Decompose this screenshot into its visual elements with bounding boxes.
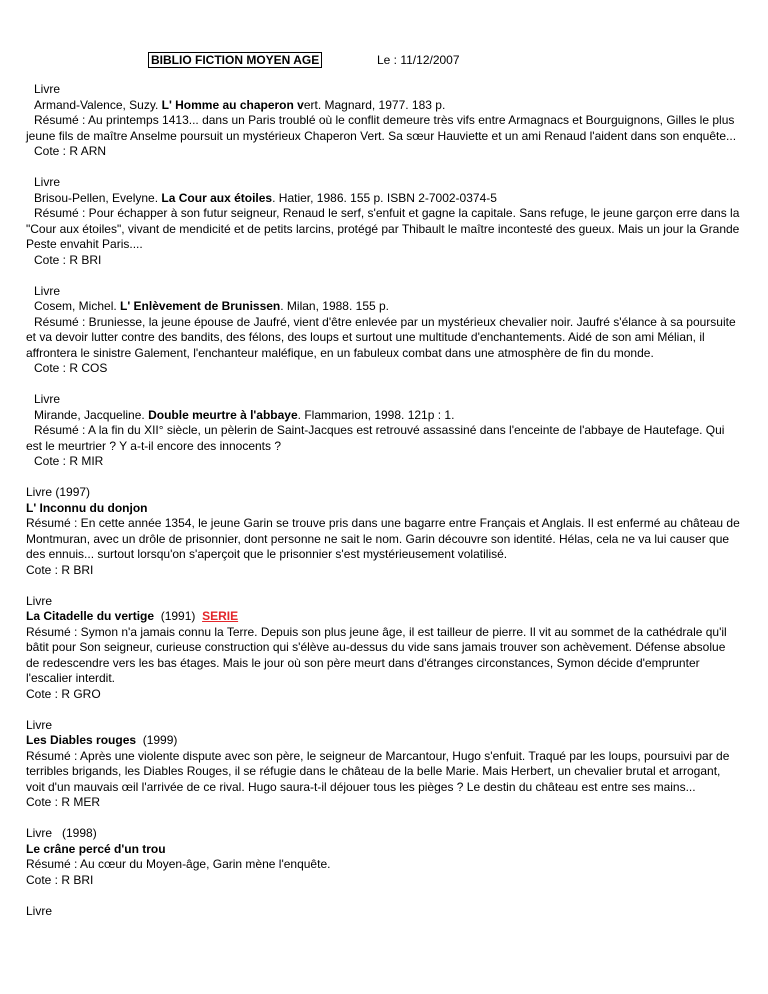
book-entry (26, 826, 742, 888)
document-title: BIBLIO FICTION MOYEN AGE (148, 52, 322, 68)
entry-resume: Résumé : Bruniesse, la jeune épouse de Jaufré, vient d'être enlevée par un mystérieux chevalier noir. Jaufré s'élance à sa poursuite et va devoir lutter contre des bandits, des félons, des loups et surtout une multitude d'enchantements. Aidé de son ami Mélian, il affrontera le sinistre Galement, l'enchanteur maléfique, en un fabuleux combat dans une atmosphère de fin du monde. (26, 314, 736, 360)
entry-title-line: Les Diables rouges (1999) (26, 733, 178, 747)
entry-title-line (26, 842, 742, 858)
entry-cote: Cote : R BRI (26, 872, 94, 887)
entry-citation: Cosem, Michel. L' Enlèvement de Brunissen. Milan, 1988. 155 p. (34, 299, 390, 313)
entry-title: Double meurtre à l'abbaye (148, 407, 298, 422)
entry-type: Livre (34, 82, 61, 96)
document-date: Le : 11/12/2007 (377, 53, 460, 67)
entry-title: La Citadelle du vertige (26, 609, 155, 623)
entry-resume: Résumé : A la fin du XII° siècle, un pèlerin de Saint-Jacques est retrouvé assassiné dans l'enceinte de l'abbaye de Hautefage. Qui est le meurtrier ? Y a-t-il encore des innocents ? (26, 423, 725, 453)
entry-citation: Mirande, Jacqueline. Double meurtre à l'abbaye. Flammarion, 1998. 121p : 1. (34, 407, 455, 422)
book-entry (26, 392, 742, 470)
entry-type: Livre (26, 903, 53, 918)
entry-type: Livre (26, 717, 53, 732)
entry-title: L' Homme au chaperon v (161, 97, 304, 112)
entry-title: Les Diables rouges (26, 733, 137, 747)
entry-title-line (26, 501, 742, 517)
entry-title-line: La Citadelle du vertige (1991) SERIE (26, 609, 239, 623)
book-entry (26, 175, 742, 268)
entry-title: L' Inconnu du donjon (26, 500, 148, 515)
entry-cote: Cote : R GRO (26, 686, 101, 701)
entry-title: Le crâne percé d'un trou (26, 841, 166, 856)
entry-citation: Armand-Valence, Suzy. L' Homme au chaperon vert. Magnard, 1977. 183 p. (34, 97, 446, 112)
entry-type: Livre (34, 392, 61, 406)
book-entry (26, 284, 742, 377)
serie-link[interactable]: SERIE (202, 609, 239, 623)
entry-cote: Cote : R ARN (34, 144, 107, 158)
entry-resume: Résumé : Symon n'a jamais connu la Terre. Depuis son plus jeune âge, il est tailleur de pierre. Il vit au sommet de la cathédrale qu'il bâtit pour Son seigneur, curieuse construction qui s'élève au-dessus du vide sans jamais trouver son achèvement. Défense absolue de redescendre vers les bas étages. Mais le jour où son père meurt dans d'étranges circonstances, Symon décide d'emprunter l'escalier interdit. (26, 624, 727, 685)
entry-type: Livre (1997) (26, 485, 91, 499)
entry-type: Livre (34, 283, 61, 298)
entry-title: L' Enlèvement de Brunissen (120, 299, 281, 313)
entry-resume: Résumé : Pour échapper à son futur seigneur, Renaud le serf, s'enfuit et gagne la capitale. Sans refuge, le jeune garçon erre dans la "Cour aux étoiles", vivant de mendicité et de petits larcins, protégé par Thibault le maître incontesté des gueux. Mais un jour la Grande Peste envahit Paris.... (26, 206, 740, 251)
entry-cote: Cote : R BRI (34, 252, 102, 267)
entry-resume: Résumé : Au printemps 1413... dans un Paris troublé où le conflit demeure très vifs entre Armagnacs et Bourguignons, Gilles le plus jeune fils de maître Anselme poursuit un mystérieux Chaperon Vert. Sa sœur Hauviette et un ami Renaud l'aident dans son enquête... (26, 113, 737, 143)
entry-type: Livre (34, 175, 61, 189)
entry-resume: Résumé : Après une violente dispute avec son père, le seigneur de Marcantour, Hugo s'enfuit. Traqué par les loups, poursuivi par de terribles brigands, les Diables Rouges, il se réfugie dans le château de la belle Marie. Mais Herbert, un chevalier brutal et arrogant, voit d'un mauvais œil l'arrivée de ce rival. Hugo saura-t-il déjouer tous les pièges ? Le destin du château est entre ses mains... (26, 748, 730, 794)
book-entry (26, 904, 742, 920)
book-entry (26, 485, 742, 578)
entry-cote: Cote : R COS (34, 361, 108, 375)
document-header (148, 52, 628, 68)
book-list (26, 82, 742, 935)
entry-cote: Cote : R MIR (34, 454, 104, 468)
entry-resume: Résumé : En cette année 1354, le jeune Garin se trouve pris dans une bagarre entre Français et Anglais. Il est enfermé au château de Montmuran, avec un drôle de prisonnier, dont personne ne sait le nom. Garin découvre son identité. Hélas, cela ne va lui causer que des ennuis... surtout lorsqu'on s'aperçoit que le prisonnier s'est mystérieusement volatilisé. (26, 516, 740, 561)
entry-citation: Brisou-Pellen, Evelyne. La Cour aux étoiles. Hatier, 1986. 155 p. ISBN 2-7002-0374-5 (34, 190, 497, 205)
entry-cote: Cote : R MER (26, 795, 101, 809)
entry-type: Livre (1998) (26, 826, 97, 840)
book-entry (26, 594, 742, 703)
book-entry (26, 82, 742, 160)
entry-type: Livre (26, 593, 53, 608)
book-entry (26, 718, 742, 811)
entry-resume: Résumé : Au cœur du Moyen-âge, Garin mène l'enquête. (26, 857, 331, 871)
entry-cote: Cote : R BRI (26, 562, 94, 577)
entry-title: La Cour aux étoiles (161, 190, 273, 205)
